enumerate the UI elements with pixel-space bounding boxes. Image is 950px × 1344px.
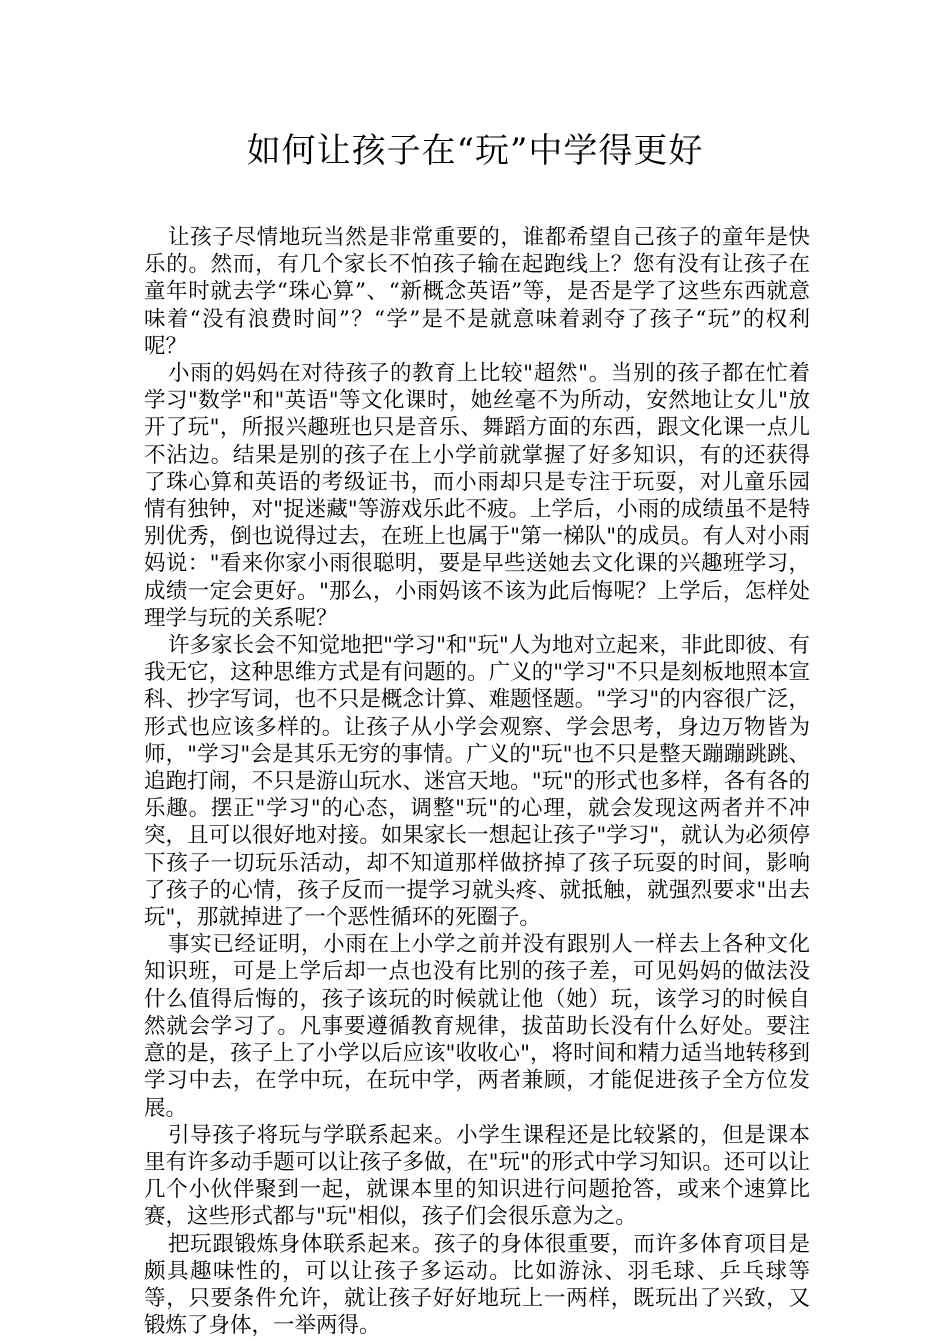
document-title: 如何让孩子在“玩”中学得更好 <box>246 131 704 171</box>
paragraph-1: 让孩子尽情地玩当然是非常重要的，谁都希望自己孩子的童年是快乐的。然而，有几个家长不怕孩子输在起跑线上？您有没有让孩子在童年时就去学“珠心算”、“新概念英语”等，是否是学了这些东西就意味着“没有浪费时间”？“学”是不是就意味着剥夺了孩子“玩”的权利呢？ <box>144 225 810 359</box>
paragraph-4: 事实已经证明，小雨在上小学之前并没有跟别人一样去上各种文化知识班，可是上学后却一点也没有比别的孩子差，可见妈妈的做法没什么值得后悔的，孩子该玩的时候就让他（她）玩，该学习的时候自然就会学习了。凡事要遵循教育规律，拔苗助长没有什么好处。要注意的是，孩子上了小学以后应该"收收心"，将时间和精力适当地转移到学习中去，在学中玩，在玩中学，两者兼顾，才能促进孩子全方位发展。 <box>144 932 810 1121</box>
paragraph-3: 许多家长会不知觉地把"学习"和"玩"人为地对立起来，非此即彼、有我无它，这种思维方式是有问题的。广义的"学习"不只是刻板地照本宣科、抄字写词，也不只是概念计算、难题怪题。"学习"的内容很广泛，形式也应该多样的。让孩子从小学会观察、学会思考，身边万物皆为师，"学习"会是其乐无穷的事情。广义的"玩"也不只是整天蹦蹦跳跳、追跑打闹，不只是游山玩水、迷宫天地。"玩"的形式也多样，各有各的乐趣。摆正"学习"的心态，调整"玩"的心理，就会发现这两者并不冲突，且可以很好地对接。如果家长一想起让孩子"学习"，就认为必须停下孩子一切玩乐活动，却不知道那样做挤掉了孩子玩耍的时间，影响了孩子的心情，孩子反而一提学习就头疼、就抵触，就强烈要求"出去玩"，那就掉进了一个恶性循环的死圈子。 <box>144 633 810 931</box>
paragraph-5: 引导孩子将玩与学联系起来。小学生课程还是比较紧的，但是课本里有许多动手题可以让孩子多做，在"玩"的形式中学习知识。还可以让几个小伙伴聚到一起，就课本里的知识进行问题抢答，或来个速算比赛，这些形式都与"玩"相似，孩子们会很乐意为之。 <box>144 1122 810 1230</box>
paragraph-2: 小雨的妈妈在对待孩子的教育上比较"超然"。当别的孩子都在忙着学习"数学"和"英语"等文化课时，她丝毫不为所动，安然地让女儿"放开了玩"，所报兴趣班也只是音乐、舞蹈方面的东西，跟文化课一点儿不沾边。结果是别的孩子在上小学前就掌握了好多知识，有的还获得了珠心算和英语的考级证书，而小雨却只是专注于玩耍，对儿童乐园情有独钟，对"捉迷藏"等游戏乐此不疲。上学后，小雨的成绩虽不是特别优秀，倒也说得过去，在班上也属于"第一梯队"的成员。有人对小雨妈说："看来你家小雨很聪明，要是早些送她去文化课的兴趣班学习，成绩一定会更好。"那么，小雨妈该不该为此后悔呢？上学后，怎样处理学与玩的关系呢？ <box>144 361 810 631</box>
paragraph-6: 把玩跟锻炼身体联系起来。孩子的身体很重要，而许多体育项目是颇具趣味性的，可以让孩子多运动。比如游泳、羽毛球、乒乓球等等，只要条件允许，就让孩子好好地玩上一两样，既玩出了兴致，又锻炼了身体，一举两得。 <box>144 1231 810 1339</box>
document-body <box>144 224 810 1339</box>
